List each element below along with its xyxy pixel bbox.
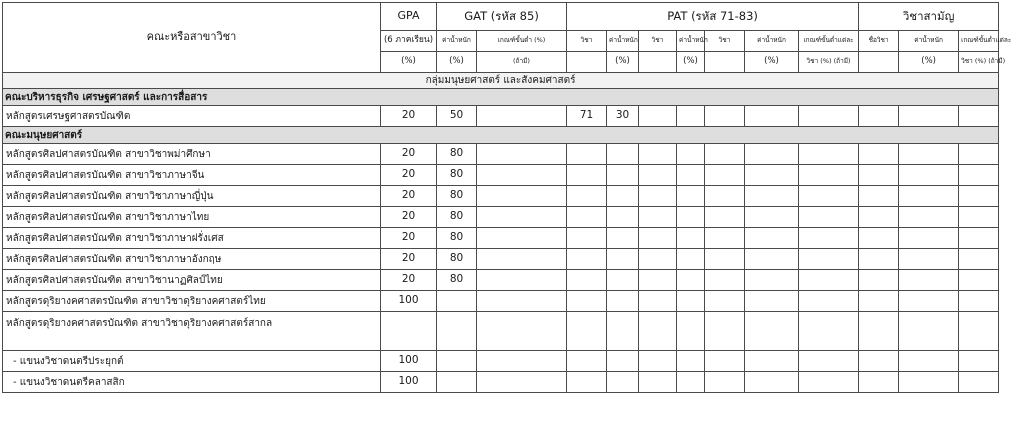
pat-weight-header-1: ค่าน้ำหนัก — [607, 31, 639, 52]
gpa-value: 20 — [381, 228, 437, 249]
common-min-sub: วิชา (%) (ถ้ามี) — [959, 52, 999, 73]
table-row — [3, 228, 999, 249]
gpa-value: 100 — [381, 372, 437, 393]
common-min-header: เกณฑ์ขั้นต่ำแต่ละ — [959, 31, 999, 52]
gat-value: 80 — [437, 186, 477, 207]
gat-value: 50 — [437, 106, 477, 127]
gat-value: 80 — [437, 228, 477, 249]
gpa-value: 20 — [381, 106, 437, 127]
gat-min-header: เกณฑ์ขั้นต่ำ (%) — [477, 31, 567, 52]
gat-value: 80 — [437, 207, 477, 228]
pat-weight-percent-2: (%) — [677, 52, 705, 73]
gpa-value: 20 — [381, 144, 437, 165]
pat-subject-value: 71 — [567, 106, 607, 127]
faculty-column-header: คณะหรือสาขาวิชา — [3, 3, 381, 73]
program-name: หลักสูตรดุริยางคศาสตรบัณฑิต สาขาวิชาดุริยางคศาสตร์ไทย — [3, 291, 381, 312]
pat-weight-percent-1: (%) — [607, 52, 639, 73]
table-row — [3, 372, 999, 393]
common-weight-percent: (%) — [899, 52, 959, 73]
table-row — [3, 207, 999, 228]
gpa-value: 100 — [381, 351, 437, 372]
pat-weight-value: 30 — [607, 106, 639, 127]
gat-value: 80 — [437, 249, 477, 270]
faculty-name: คณะบริหารธุรกิจ เศรษฐศาสตร์ และการสื่อสาร — [3, 89, 999, 106]
table-row — [3, 291, 999, 312]
gpa-value: 20 — [381, 270, 437, 291]
track-name: - แขนงวิชาดนตรีคลาสสิก — [3, 372, 381, 393]
gpa-value: 20 — [381, 207, 437, 228]
gat-weight-header: ค่าน้ำหนัก — [437, 31, 477, 52]
table-row — [3, 270, 999, 291]
pat-min-header: เกณฑ์ขั้นต่ำแต่ละ — [799, 31, 859, 52]
table-row — [3, 351, 999, 372]
pat-min-sub: วิชา (%) (ถ้ามี) — [799, 52, 859, 73]
pat-weight-header-3: ค่าน้ำหนัก — [745, 31, 799, 52]
pat-header: PAT (รหัส 71-83) — [567, 3, 859, 31]
table-row — [3, 106, 999, 127]
gpa-value: 100 — [381, 291, 437, 312]
gat-min-sub: (ถ้ามี) — [477, 52, 567, 73]
program-name: หลักสูตรศิลปศาสตรบัณฑิต สาขาวิชาภาษาจีน — [3, 165, 381, 186]
pat-subject-header-2: วิชา — [639, 31, 677, 52]
common-subject-name-header: ชื่อวิชา — [859, 31, 899, 52]
table-row — [3, 249, 999, 270]
program-name: หลักสูตรศิลปศาสตรบัณฑิต สาขาวิชาพม่าศึกษา — [3, 144, 381, 165]
gat-weight-percent: (%) — [437, 52, 477, 73]
table-row — [3, 144, 999, 165]
gat-value: 80 — [437, 144, 477, 165]
pat-subject-header-1: วิชา — [567, 31, 607, 52]
gpa-value: 20 — [381, 165, 437, 186]
program-name: หลักสูตรศิลปศาสตรบัณฑิต สาขาวิชาภาษาฝรั่งเศส — [3, 228, 381, 249]
program-name: หลักสูตรศิลปศาสตรบัณฑิต สาขาวิชาภาษาอังกฤษ — [3, 249, 381, 270]
gpa-percent: (%) — [381, 52, 437, 73]
table-row — [3, 186, 999, 207]
table-row — [3, 312, 999, 351]
pat-weight-percent-3: (%) — [745, 52, 799, 73]
program-name: หลักสูตรศิลปศาสตรบัณฑิต สาขาวิชาภาษาไทย — [3, 207, 381, 228]
faculty-name: คณะมนุษยศาสตร์ — [3, 127, 999, 144]
track-name: - แขนงวิชาดนตรีประยุกต์ — [3, 351, 381, 372]
gpa-subheader: (6 ภาคเรียน) — [381, 31, 437, 52]
pat-subject-header-3: วิชา — [705, 31, 745, 52]
program-name: หลักสูตรศิลปศาสตรบัณฑิต สาขาวิชานาฏศิลป์ไทย — [3, 270, 381, 291]
gat-header: GAT (รหัส 85) — [437, 3, 567, 31]
gat-value: 80 — [437, 165, 477, 186]
program-name: หลักสูตรดุริยางคศาสตรบัณฑิต สาขาวิชาดุริยางคศาสตร์สากล — [3, 312, 381, 351]
gpa-value: 20 — [381, 249, 437, 270]
admission-criteria-table — [2, 2, 1011, 393]
pat-weight-header-2: ค่าน้ำหนัก — [677, 31, 705, 52]
program-name: หลักสูตรเศรษฐศาสตรบัณฑิต — [3, 106, 381, 127]
gpa-header: GPA — [381, 3, 437, 31]
table-row — [3, 165, 999, 186]
common-weight-header: ค่าน้ำหนัก — [899, 31, 959, 52]
common-subjects-header: วิชาสามัญ — [859, 3, 999, 31]
program-name: หลักสูตรศิลปศาสตรบัณฑิต สาขาวิชาภาษาญี่ปุ่น — [3, 186, 381, 207]
group-title: กลุ่มมนุษยศาสตร์ และสังคมศาสตร์ — [3, 73, 999, 89]
gat-value: 80 — [437, 270, 477, 291]
gpa-value: 20 — [381, 186, 437, 207]
